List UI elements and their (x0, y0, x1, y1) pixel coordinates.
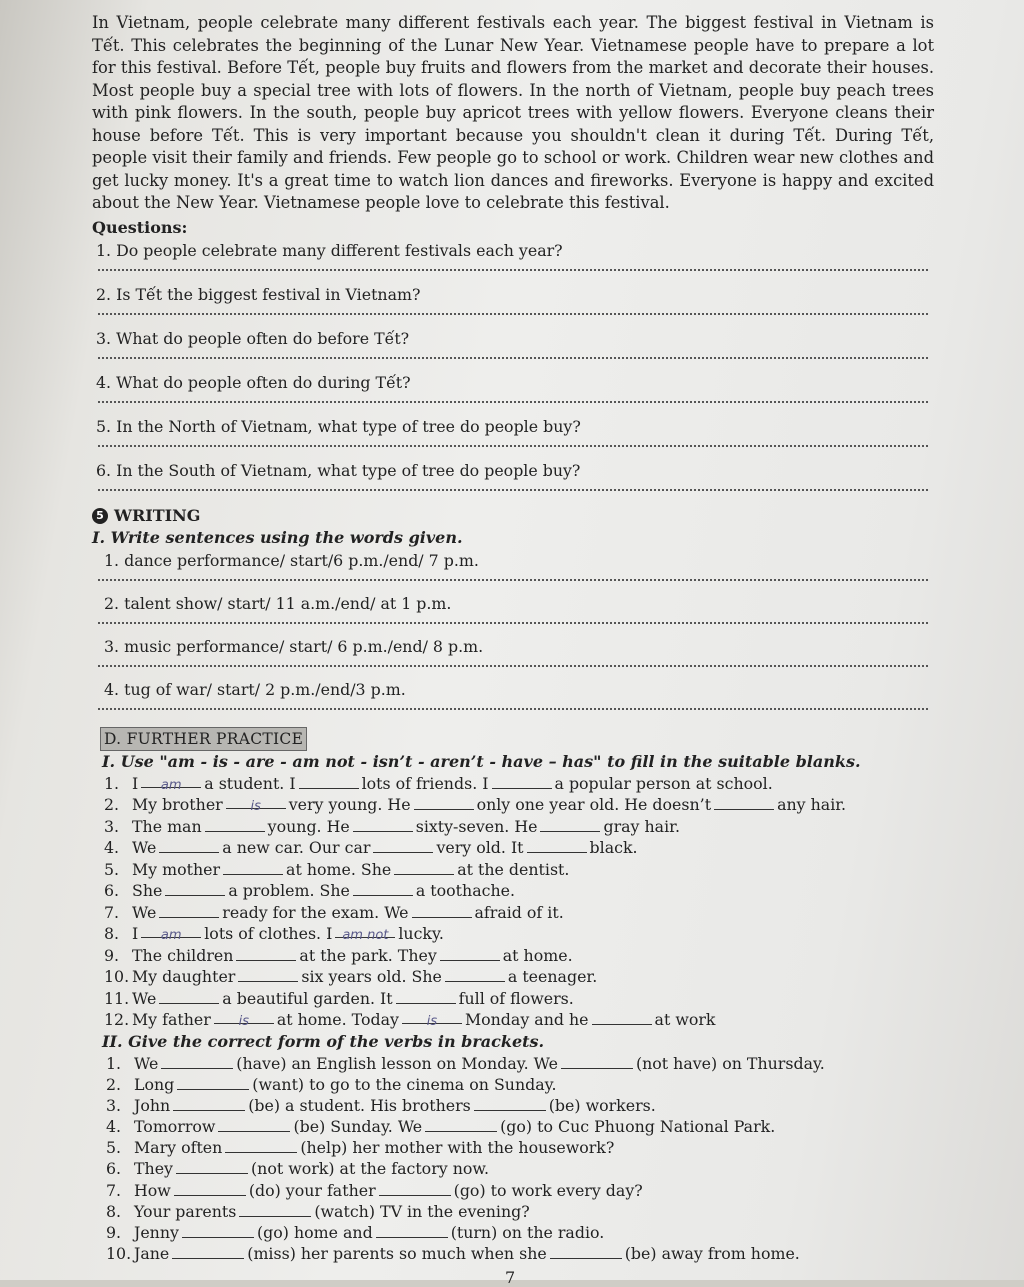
answer-blank[interactable] (561, 1054, 633, 1069)
item-text: Mary often (134, 1138, 223, 1158)
item-text: (be) a student. His brothers (248, 1095, 471, 1115)
item-text: We (132, 902, 157, 922)
item-number: 5. (106, 1138, 122, 1158)
answer-line[interactable] (98, 489, 928, 491)
handwritten-answer: is (250, 799, 261, 814)
item-text: young. He (267, 816, 350, 836)
item-text: very young. He (288, 795, 411, 814)
item-text: John (134, 1095, 171, 1115)
answer-blank[interactable] (225, 1138, 297, 1153)
reading-paragraph: In Vietnam, people celebrate many different festivals each year. The biggest festival in Vietnam is Tết. This celebrates the beginning of the Lunar New Year. Vietnamese people have to prepare a lot for this festival. Before Tết, people buy fruits and flowers from the market and decorate their houses. Most people buy a special tree with lots of flowers. In the north of Vietnam, people buy peach trees with pink flowers. In the south, people buy apricot trees with yellow flowers. Everyone cleans their house before Tết. This is very important because you shouldn't clean it during Tết. During Tết, people visit their family and friends. Few people go to school or work. Children wear new clothes and get lucky money. It's a great time to watch lion dances and fireworks. Everyone is happy and excited about the New Year. Vietnamese people love to celebrate this festival. (92, 13, 934, 212)
answer-blank[interactable] (425, 1117, 497, 1132)
item-text: The man (132, 816, 202, 836)
handwritten-answer: am (160, 777, 182, 793)
worksheet-content (92, 12, 934, 1264)
writing-item (92, 592, 934, 635)
answer-blank[interactable] (182, 1223, 254, 1238)
handwritten-answer: is (426, 1014, 438, 1029)
item-number: 7. (106, 1180, 122, 1200)
writing-item (92, 635, 934, 678)
answer-line[interactable] (98, 401, 928, 403)
verb-row (106, 1243, 934, 1264)
answer-blank[interactable] (174, 1181, 246, 1196)
item-text: (have) an English lesson on Monday. We (236, 1053, 558, 1073)
item-text: a student. I (204, 773, 296, 793)
question-item (92, 459, 934, 503)
item-text: (go) to work every day? (453, 1180, 643, 1200)
item-text: at home. Today (276, 1010, 399, 1029)
item-number: 6. (106, 1159, 122, 1179)
item-text: (go) home and (256, 1223, 373, 1242)
answer-blank[interactable] (205, 817, 265, 832)
answer-blank[interactable] (159, 903, 219, 918)
questions-heading: Questions: (92, 217, 188, 237)
answer-blank[interactable] (353, 817, 413, 832)
item-number: 1. (106, 1053, 122, 1073)
answer-blank[interactable] (173, 1096, 245, 1111)
writing-section-title (92, 505, 934, 527)
question-text: 4. What do people often do during Tết? (96, 372, 411, 392)
item-text: Your parents (134, 1201, 237, 1221)
item-number: 9. (104, 945, 120, 965)
answer-line[interactable] (98, 313, 928, 315)
fill-row (104, 945, 934, 967)
item-text: lots of clothes. I (204, 924, 333, 943)
answer-line[interactable] (98, 665, 928, 667)
answer-blank[interactable] (335, 923, 395, 943)
item-text: How (134, 1180, 171, 1200)
item-number: 8. (106, 1201, 122, 1221)
verb-row (106, 1201, 934, 1222)
verb-row (106, 1116, 934, 1137)
answer-blank[interactable] (299, 774, 359, 789)
answer-blank[interactable] (550, 1244, 622, 1259)
item-text: full of flowers. (458, 988, 574, 1008)
answer-blank[interactable] (223, 860, 283, 875)
item-number: 2. (106, 1074, 122, 1094)
item-text: at home. She (286, 859, 392, 879)
answer-blank[interactable] (474, 1096, 546, 1111)
fill-row (104, 859, 934, 881)
answer-blank[interactable] (527, 838, 587, 853)
item-text: very old. It (436, 838, 524, 857)
question-item (92, 327, 934, 371)
answer-blank[interactable] (396, 989, 456, 1004)
answer-blank[interactable] (239, 1202, 311, 1217)
verb-forms-list (92, 1053, 934, 1265)
item-text: (miss) her parents so much when she (247, 1244, 547, 1264)
item-text: My mother (132, 859, 221, 879)
fill-row (104, 988, 934, 1010)
answer-blank[interactable] (165, 881, 225, 896)
answer-blank[interactable] (218, 1117, 290, 1132)
item-text: Tomorrow (134, 1117, 216, 1137)
verb-row (106, 1137, 934, 1158)
item-text: six years old. She (301, 967, 442, 986)
item-number: 10. (106, 1244, 132, 1264)
verb-row (106, 1222, 934, 1243)
writing-prompt: 1. dance performance/ start/6 p.m./end/ 7 p.m. (104, 550, 479, 570)
answer-blank[interactable] (714, 795, 774, 810)
item-text: I (132, 773, 139, 793)
verb-row (106, 1053, 934, 1074)
answer-blank[interactable] (394, 860, 454, 875)
question-item (92, 371, 934, 415)
item-text: a teenager. (507, 967, 598, 986)
item-text: afraid of it. (474, 902, 564, 922)
question-item (92, 415, 934, 459)
item-number: 1. (104, 773, 120, 793)
writing-title: WRITING (114, 505, 201, 525)
answer-blank[interactable] (402, 1009, 462, 1029)
item-text: sixty-seven. He (415, 816, 538, 836)
questions-list (92, 239, 934, 503)
item-text: My brother (132, 795, 223, 814)
item-text: a beautiful garden. It (222, 988, 393, 1008)
item-text: a new car. Our car (222, 838, 371, 857)
further-practice-title: D. FURTHER PRACTICE (100, 727, 307, 751)
verb-row (106, 1095, 934, 1116)
item-text: at the park. They (299, 945, 437, 965)
item-text: lots of friends. I (361, 773, 489, 793)
item-text: (want) to go to the cinema on Sunday. (252, 1074, 557, 1094)
fill-row (104, 816, 934, 838)
item-text: We (134, 1053, 159, 1073)
answer-blank[interactable] (176, 1159, 248, 1174)
section-number-badge: 5 (92, 508, 108, 524)
question-item (92, 283, 934, 327)
question-text: 2. Is Tết the biggest festival in Vietnam? (96, 284, 421, 304)
item-text: at work (654, 1010, 716, 1029)
item-text: a problem. She (228, 881, 350, 900)
handwritten-answer: am (160, 928, 182, 943)
item-text: any hair. (777, 795, 847, 814)
item-number: 9. (106, 1223, 122, 1242)
answer-line[interactable] (98, 269, 928, 271)
item-text: gray hair. (603, 816, 680, 836)
answer-blank[interactable] (445, 967, 505, 982)
item-text: (not have) on Thursday. (635, 1053, 825, 1073)
further-instruction-1: I. Use "am - is - are - am not - isn’t - aren’t - have – has" to fill in the suitable blanks. (102, 751, 861, 771)
answer-blank[interactable] (161, 1054, 233, 1069)
item-text: (be) away from home. (624, 1244, 800, 1264)
fill-row (104, 794, 934, 816)
item-text: (be) Sunday. We (293, 1117, 423, 1137)
verb-row (106, 1074, 934, 1095)
item-text: The children (132, 945, 234, 965)
item-text: They (134, 1159, 173, 1179)
fill-row (104, 880, 934, 902)
question-text: 5. In the North of Vietnam, what type of tree do people buy? (96, 416, 581, 436)
fill-row (104, 837, 934, 859)
fill-row (104, 773, 934, 795)
item-text: at the dentist. (457, 859, 570, 879)
item-text: We (132, 988, 157, 1008)
answer-blank[interactable] (177, 1075, 249, 1090)
answer-blank[interactable] (159, 838, 219, 853)
item-text: Jane (134, 1244, 170, 1264)
answer-blank[interactable] (592, 1010, 652, 1025)
item-text: at home. (502, 945, 573, 965)
item-text: I (132, 924, 139, 943)
item-number: 11. (104, 988, 130, 1008)
item-text: Monday and he (464, 1010, 589, 1029)
item-text: My father (132, 1010, 211, 1029)
item-text: My daughter (132, 967, 236, 986)
answer-line[interactable] (98, 579, 928, 581)
verb-row (106, 1158, 934, 1179)
item-text: a toothache. (415, 881, 515, 900)
item-text: (do) your father (248, 1180, 376, 1200)
writing-prompt: 4. tug of war/ start/ 2 p.m./end/3 p.m. (104, 679, 406, 699)
fill-row (104, 902, 934, 924)
writing-prompt: 2. talent show/ start/ 11 a.m./end/ at 1 p.m. (104, 593, 452, 613)
answer-blank[interactable] (238, 967, 298, 982)
item-number: 4. (104, 838, 120, 857)
item-text: only one year old. He doesn’t (476, 795, 712, 814)
answer-line[interactable] (98, 622, 928, 624)
item-text: black. (589, 838, 638, 857)
writing-item (92, 549, 934, 592)
item-number: 10. (104, 967, 130, 986)
item-number: 5. (104, 859, 120, 879)
item-text: (be) workers. (548, 1095, 656, 1115)
answer-blank[interactable] (540, 817, 600, 832)
handwritten-answer: am not (342, 928, 389, 943)
answer-blank[interactable] (440, 946, 500, 961)
item-number: 12. (104, 1010, 130, 1029)
fill-blanks-list (92, 773, 934, 1031)
item-text: She (132, 881, 163, 900)
item-text: lucky. (398, 924, 444, 943)
answer-blank[interactable] (172, 1244, 244, 1259)
verb-row (106, 1180, 934, 1201)
answer-blank[interactable] (236, 946, 296, 961)
answer-blank[interactable] (141, 773, 201, 793)
answer-blank[interactable] (141, 923, 201, 943)
answer-blank[interactable] (373, 838, 433, 853)
item-text: (watch) TV in the evening? (314, 1201, 530, 1221)
item-number: 4. (106, 1117, 122, 1137)
item-text: ready for the exam. We (222, 902, 409, 922)
item-text: (not work) at the factory now. (250, 1159, 490, 1179)
item-number: 2. (104, 795, 120, 814)
item-number: 8. (104, 924, 120, 943)
item-number: 3. (104, 816, 120, 836)
question-text: 6. In the South of Vietnam, what type of tree do people buy? (96, 460, 581, 480)
answer-blank[interactable] (226, 794, 286, 814)
fill-row (104, 1009, 934, 1031)
item-number: 3. (106, 1095, 122, 1115)
answer-blank[interactable] (414, 795, 474, 810)
item-number: 7. (104, 902, 120, 922)
further-instruction-2: II. Give the correct form of the verbs in brackets. (102, 1031, 545, 1051)
item-text: We (132, 838, 157, 857)
answer-blank[interactable] (214, 1009, 274, 1029)
answer-line[interactable] (98, 708, 928, 710)
handwritten-answer: is (238, 1014, 249, 1029)
writing-prompt: 3. music performance/ start/ 6 p.m./end/ 8 p.m. (104, 636, 484, 656)
answer-blank[interactable] (353, 881, 413, 896)
item-text: (go) to Cuc Phuong National Park. (500, 1117, 776, 1137)
item-number: 6. (104, 881, 120, 900)
item-text: (turn) on the radio. (450, 1223, 605, 1242)
writing-item (92, 678, 934, 721)
question-item (92, 239, 934, 283)
item-text: Long (134, 1074, 175, 1094)
question-text: 1. Do people celebrate many different festivals each year? (96, 240, 563, 260)
item-text: Jenny (134, 1223, 179, 1242)
question-text: 3. What do people often do before Tết? (96, 328, 410, 348)
answer-blank[interactable] (376, 1223, 448, 1238)
item-text: a popular person at school. (554, 773, 773, 793)
answer-line[interactable] (98, 357, 928, 359)
item-text: (help) her mother with the housework? (300, 1138, 615, 1158)
answer-blank[interactable] (492, 774, 552, 789)
fill-row (104, 923, 934, 945)
answer-blank[interactable] (159, 989, 219, 1004)
writing-items-list (92, 549, 934, 721)
writing-instruction: I. Write sentences using the words given. (92, 527, 463, 547)
answer-line[interactable] (98, 445, 928, 447)
fill-row (104, 966, 934, 988)
page-number: 7 (505, 1268, 516, 1287)
answer-blank[interactable] (379, 1181, 451, 1196)
answer-blank[interactable] (412, 903, 472, 918)
